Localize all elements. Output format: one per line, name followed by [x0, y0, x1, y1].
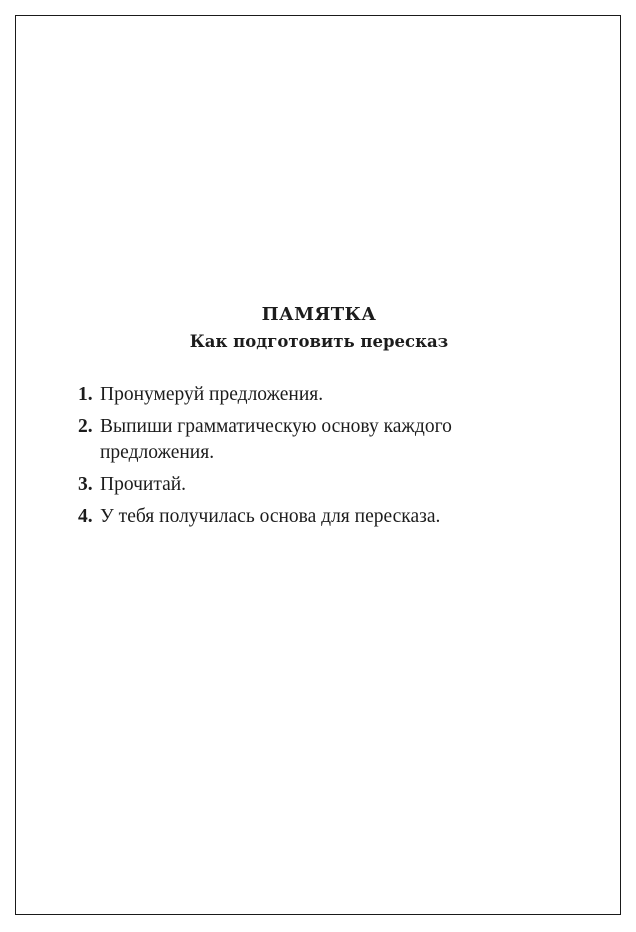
step-number: 3.	[78, 474, 93, 495]
memo-title: ПАМЯТКА	[261, 304, 377, 325]
list-item	[78, 414, 548, 466]
list-item	[78, 504, 548, 530]
list-item	[78, 382, 548, 408]
step-text: Выпиши грамматическую основу каждого предложения.	[100, 416, 452, 463]
page-frame	[15, 15, 621, 915]
list-item	[78, 472, 548, 498]
step-number: 4.	[78, 506, 93, 527]
memo-subtitle: Как подготовить пересказ	[189, 332, 449, 351]
step-text: У тебя получилась основа для пересказа.	[100, 506, 441, 527]
step-text: Прочитай.	[100, 474, 187, 495]
step-text: Пронумеруй предложения.	[100, 384, 324, 405]
step-number: 1.	[78, 384, 93, 405]
steps-list	[78, 382, 548, 536]
memo-block	[16, 302, 622, 527]
step-number: 2.	[78, 416, 93, 437]
